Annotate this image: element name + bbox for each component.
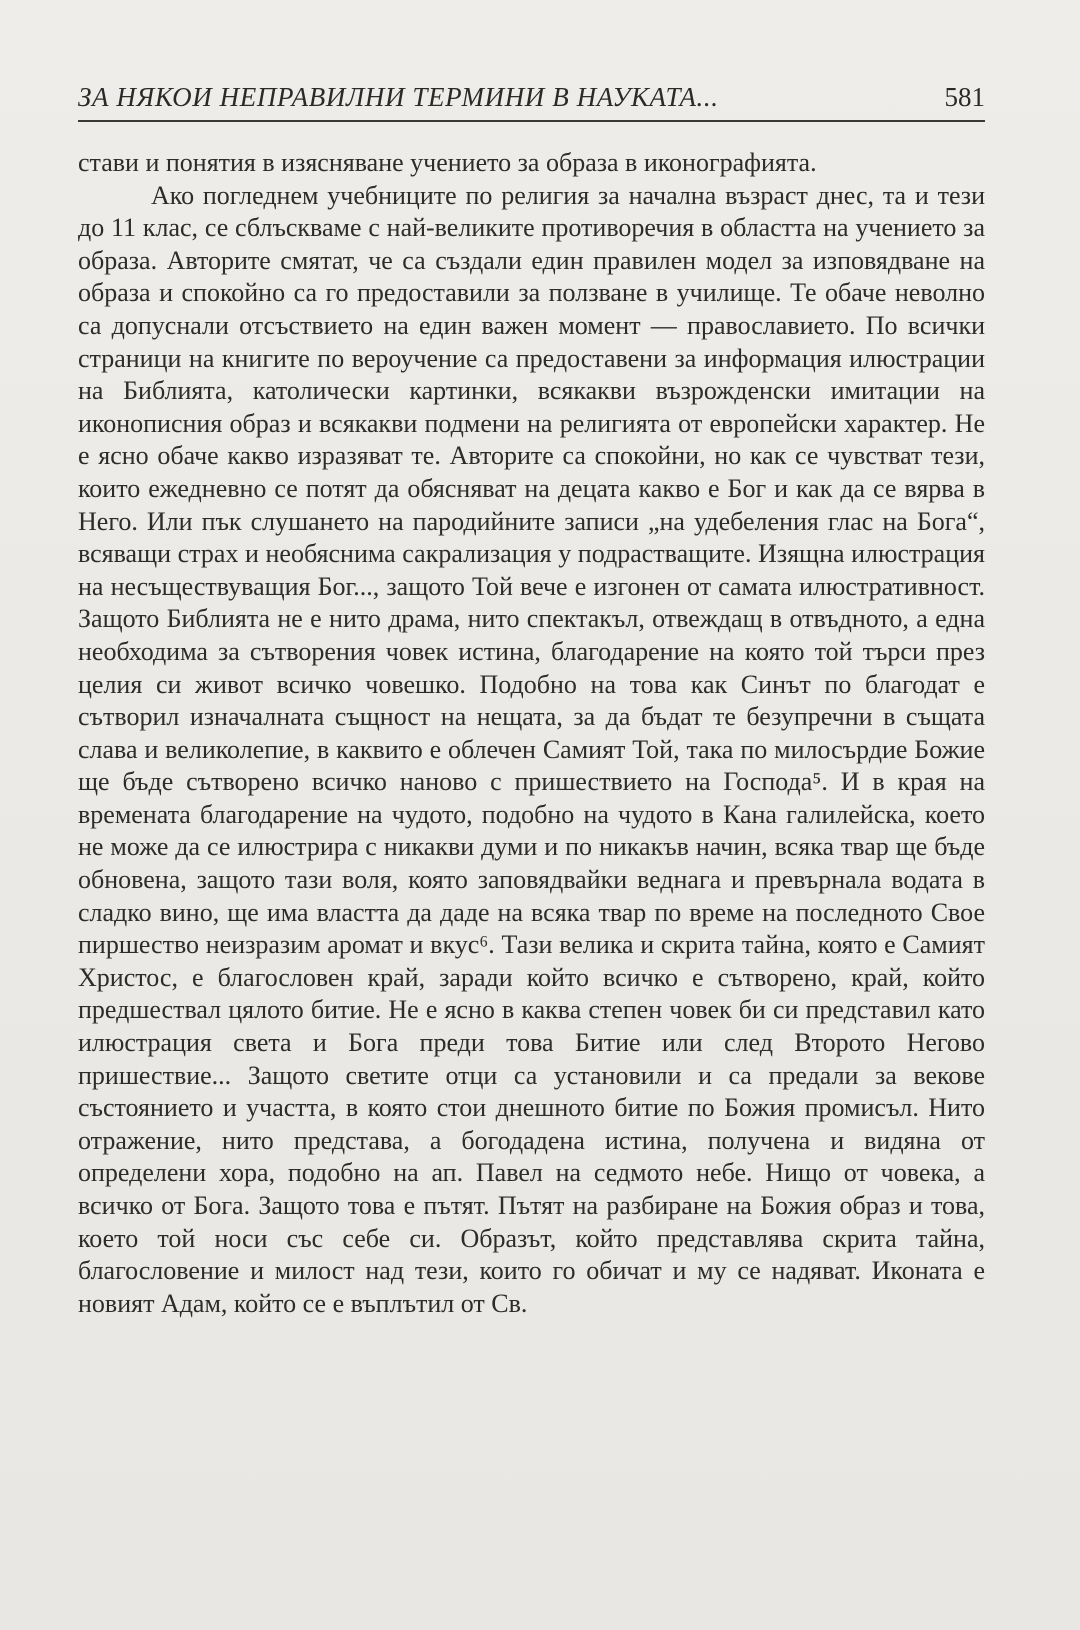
running-header: [78, 80, 985, 122]
paragraph: Ако погледнем учебниците по религия за начална възраст днес, та и тези до 11 клас, се сблъскваме с най-великите противоречия в областта на учението за образа. Авторите смятат, че са създали един правилен модел за изповядване на образа и спокойно са го предоставили за ползване в училище. Те обаче неволно са допуснали отсъствието на един важен момент — православието. По всички страници на книгите по вероучение са предоставени за информация илюстрации на Библията, католически картинки, всякакви възрожденски имитации на иконописния образ и всякакви подмени на религията от европейски характер. Не е ясно обаче какво изразяват те. Авторите са спокойни, но как се чувстват тези, които ежедневно се потят да обясняват на децата какво е Бог и как да се вярва в Него. Или пък слушането на пародийните записи „на удебеления глас на Бога“, всяващи страх и необяснима сакрализация у подрастващите. Изящна илюстрация на несъществуващия Бог..., защото Той вече е изгонен от самата илюстративност. Защото Библията не е нито драма, нито спектакъл, отвеждащ в отвъдното, а една необходима за сътворения човек истина, благодарение на която той търси през целия си живот всичко човешко. Подобно на това как Синът по благодат е сътворил изначалната същност на нещата, за да бъдат те безупречни в същата слава и великолепие, в каквито е облечен Самият Той, така по милосърдие Божие ще бъде сътворено всичко наново с пришествието на Господа⁵. И в края на времената благодарение на чудото, подобно на чудото в Кана галилейска, което не може да се илюстрира с никакви думи и по никакъв начин, всяка твар ще бъде обновена, защото тази воля, която заповядвайки веднага и превърнала водата в сладко вино, ще има властта да даде на всяка твар по време на последното Свое пиршество неизразим аромат и вкус⁶. Тази велика и скрита тайна, която е Самият Христос, е благословен край, заради който всичко е сътворено, край, който предшествал цялото битие. Не е ясно в каква степен човек би си представил като илюстрация света и Бога преди това Битие или след Второто Негово пришествие... Защото светите отци са установили и са предали за векове състоянието и участта, в която стои днешното битие по Божия промисъл. Нито отражение, нито представа, а богодадена истина, получена и видяна от определени хора, подобно на ап. Павел на седмото небе. Нищо от човека, а всичко от Бога. Защото това е пътят. Пътят на разбиране на Божия образ и това, което той носи със себе си. Образът, който представлява скрита тайна, благословение и милост над тези, които го обичат и му се надяват. Иконата е новият Адам, който се е въплътил от Св.: [78, 180, 985, 1318]
running-title: ЗА НЯКОИ НЕПРАВИЛНИ ТЕРМИНИ В НАУКАТА...: [78, 82, 719, 112]
page-number: 581: [944, 82, 985, 112]
paragraph-continuation: стави и понятия в изясняване учението за образа в иконографията.: [78, 148, 817, 177]
body-text: [78, 147, 985, 1320]
